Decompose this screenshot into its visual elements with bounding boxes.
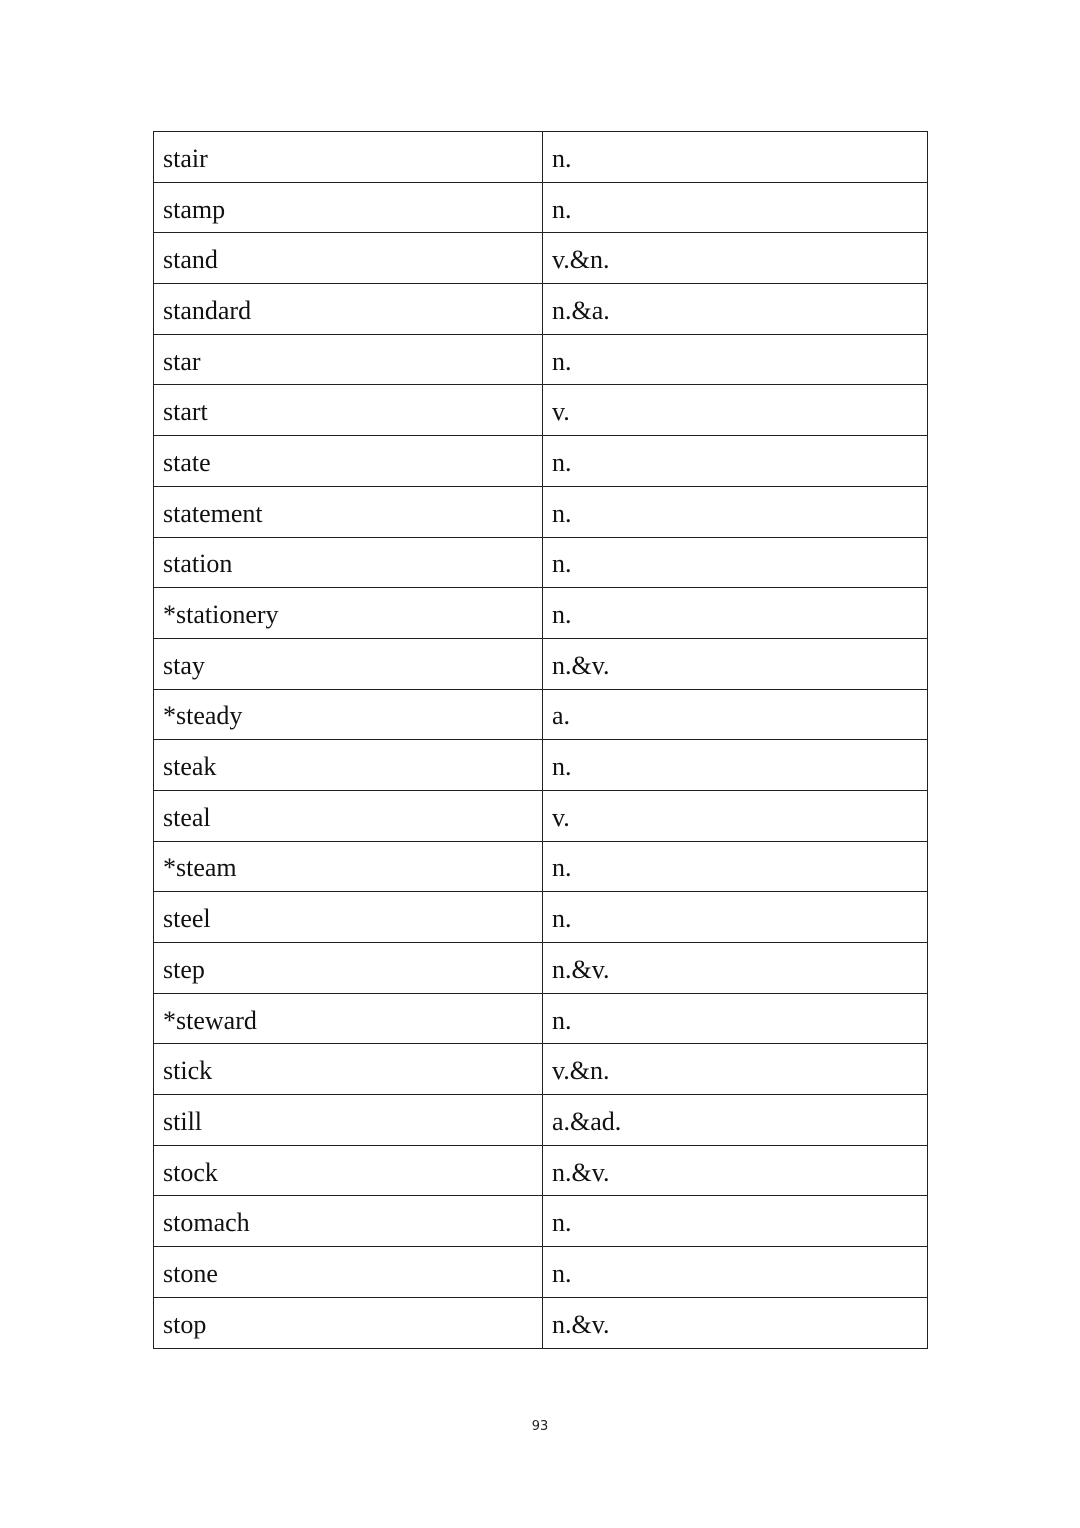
- table-row: [154, 841, 928, 892]
- word-cell: stay: [154, 638, 543, 689]
- part-of-speech-cell: n.: [543, 1247, 928, 1298]
- part-of-speech-cell: n.: [543, 436, 928, 487]
- table-row: [154, 638, 928, 689]
- word-cell: statement: [154, 486, 543, 537]
- word-cell: stamp: [154, 182, 543, 233]
- table-row: [154, 1196, 928, 1247]
- table-row: [154, 790, 928, 841]
- word-cell: start: [154, 385, 543, 436]
- part-of-speech-cell: n.: [543, 132, 928, 183]
- table-row: [154, 132, 928, 183]
- word-cell: still: [154, 1095, 543, 1146]
- part-of-speech-cell: n.&v.: [543, 1145, 928, 1196]
- vocabulary-table: [153, 131, 928, 1349]
- table-row: [154, 1044, 928, 1095]
- table-row: [154, 689, 928, 740]
- word-cell: step: [154, 943, 543, 994]
- word-cell: *steady: [154, 689, 543, 740]
- table-row: [154, 385, 928, 436]
- table-row: [154, 537, 928, 588]
- word-cell: *stationery: [154, 588, 543, 639]
- word-cell: steel: [154, 892, 543, 943]
- table-row: [154, 892, 928, 943]
- part-of-speech-cell: a.&ad.: [543, 1095, 928, 1146]
- part-of-speech-cell: n.: [543, 841, 928, 892]
- part-of-speech-cell: n.: [543, 537, 928, 588]
- part-of-speech-cell: n.: [543, 892, 928, 943]
- word-cell: station: [154, 537, 543, 588]
- part-of-speech-cell: v.&n.: [543, 1044, 928, 1095]
- table-row: [154, 1095, 928, 1146]
- part-of-speech-cell: n.&v.: [543, 638, 928, 689]
- word-cell: stair: [154, 132, 543, 183]
- table-row: [154, 1247, 928, 1298]
- table-row: [154, 182, 928, 233]
- part-of-speech-cell: n.&a.: [543, 284, 928, 335]
- word-cell: standard: [154, 284, 543, 335]
- table-row: [154, 436, 928, 487]
- table-row: [154, 486, 928, 537]
- part-of-speech-cell: n.&v.: [543, 1297, 928, 1348]
- word-cell: stock: [154, 1145, 543, 1196]
- part-of-speech-cell: n.: [543, 182, 928, 233]
- table-row: [154, 1145, 928, 1196]
- table-row: [154, 1297, 928, 1348]
- table-row: [154, 588, 928, 639]
- part-of-speech-cell: n.: [543, 1196, 928, 1247]
- table-row: [154, 740, 928, 791]
- word-cell: stone: [154, 1247, 543, 1298]
- page-number: 93: [531, 1419, 549, 1434]
- part-of-speech-cell: n.: [543, 993, 928, 1044]
- part-of-speech-cell: v.: [543, 385, 928, 436]
- word-cell: *steam: [154, 841, 543, 892]
- word-cell: stomach: [154, 1196, 543, 1247]
- word-cell: stick: [154, 1044, 543, 1095]
- part-of-speech-cell: v.&n.: [543, 233, 928, 284]
- table-row: [154, 993, 928, 1044]
- table-row: [154, 233, 928, 284]
- table-row: [154, 334, 928, 385]
- word-cell: stand: [154, 233, 543, 284]
- word-cell: stop: [154, 1297, 543, 1348]
- part-of-speech-cell: n.: [543, 588, 928, 639]
- word-cell: state: [154, 436, 543, 487]
- part-of-speech-cell: a.: [543, 689, 928, 740]
- part-of-speech-cell: n.&v.: [543, 943, 928, 994]
- table-row: [154, 943, 928, 994]
- word-cell: star: [154, 334, 543, 385]
- word-cell: steak: [154, 740, 543, 791]
- word-cell: steal: [154, 790, 543, 841]
- table-row: [154, 284, 928, 335]
- part-of-speech-cell: n.: [543, 334, 928, 385]
- word-cell: *steward: [154, 993, 543, 1044]
- part-of-speech-cell: n.: [543, 740, 928, 791]
- part-of-speech-cell: v.: [543, 790, 928, 841]
- part-of-speech-cell: n.: [543, 486, 928, 537]
